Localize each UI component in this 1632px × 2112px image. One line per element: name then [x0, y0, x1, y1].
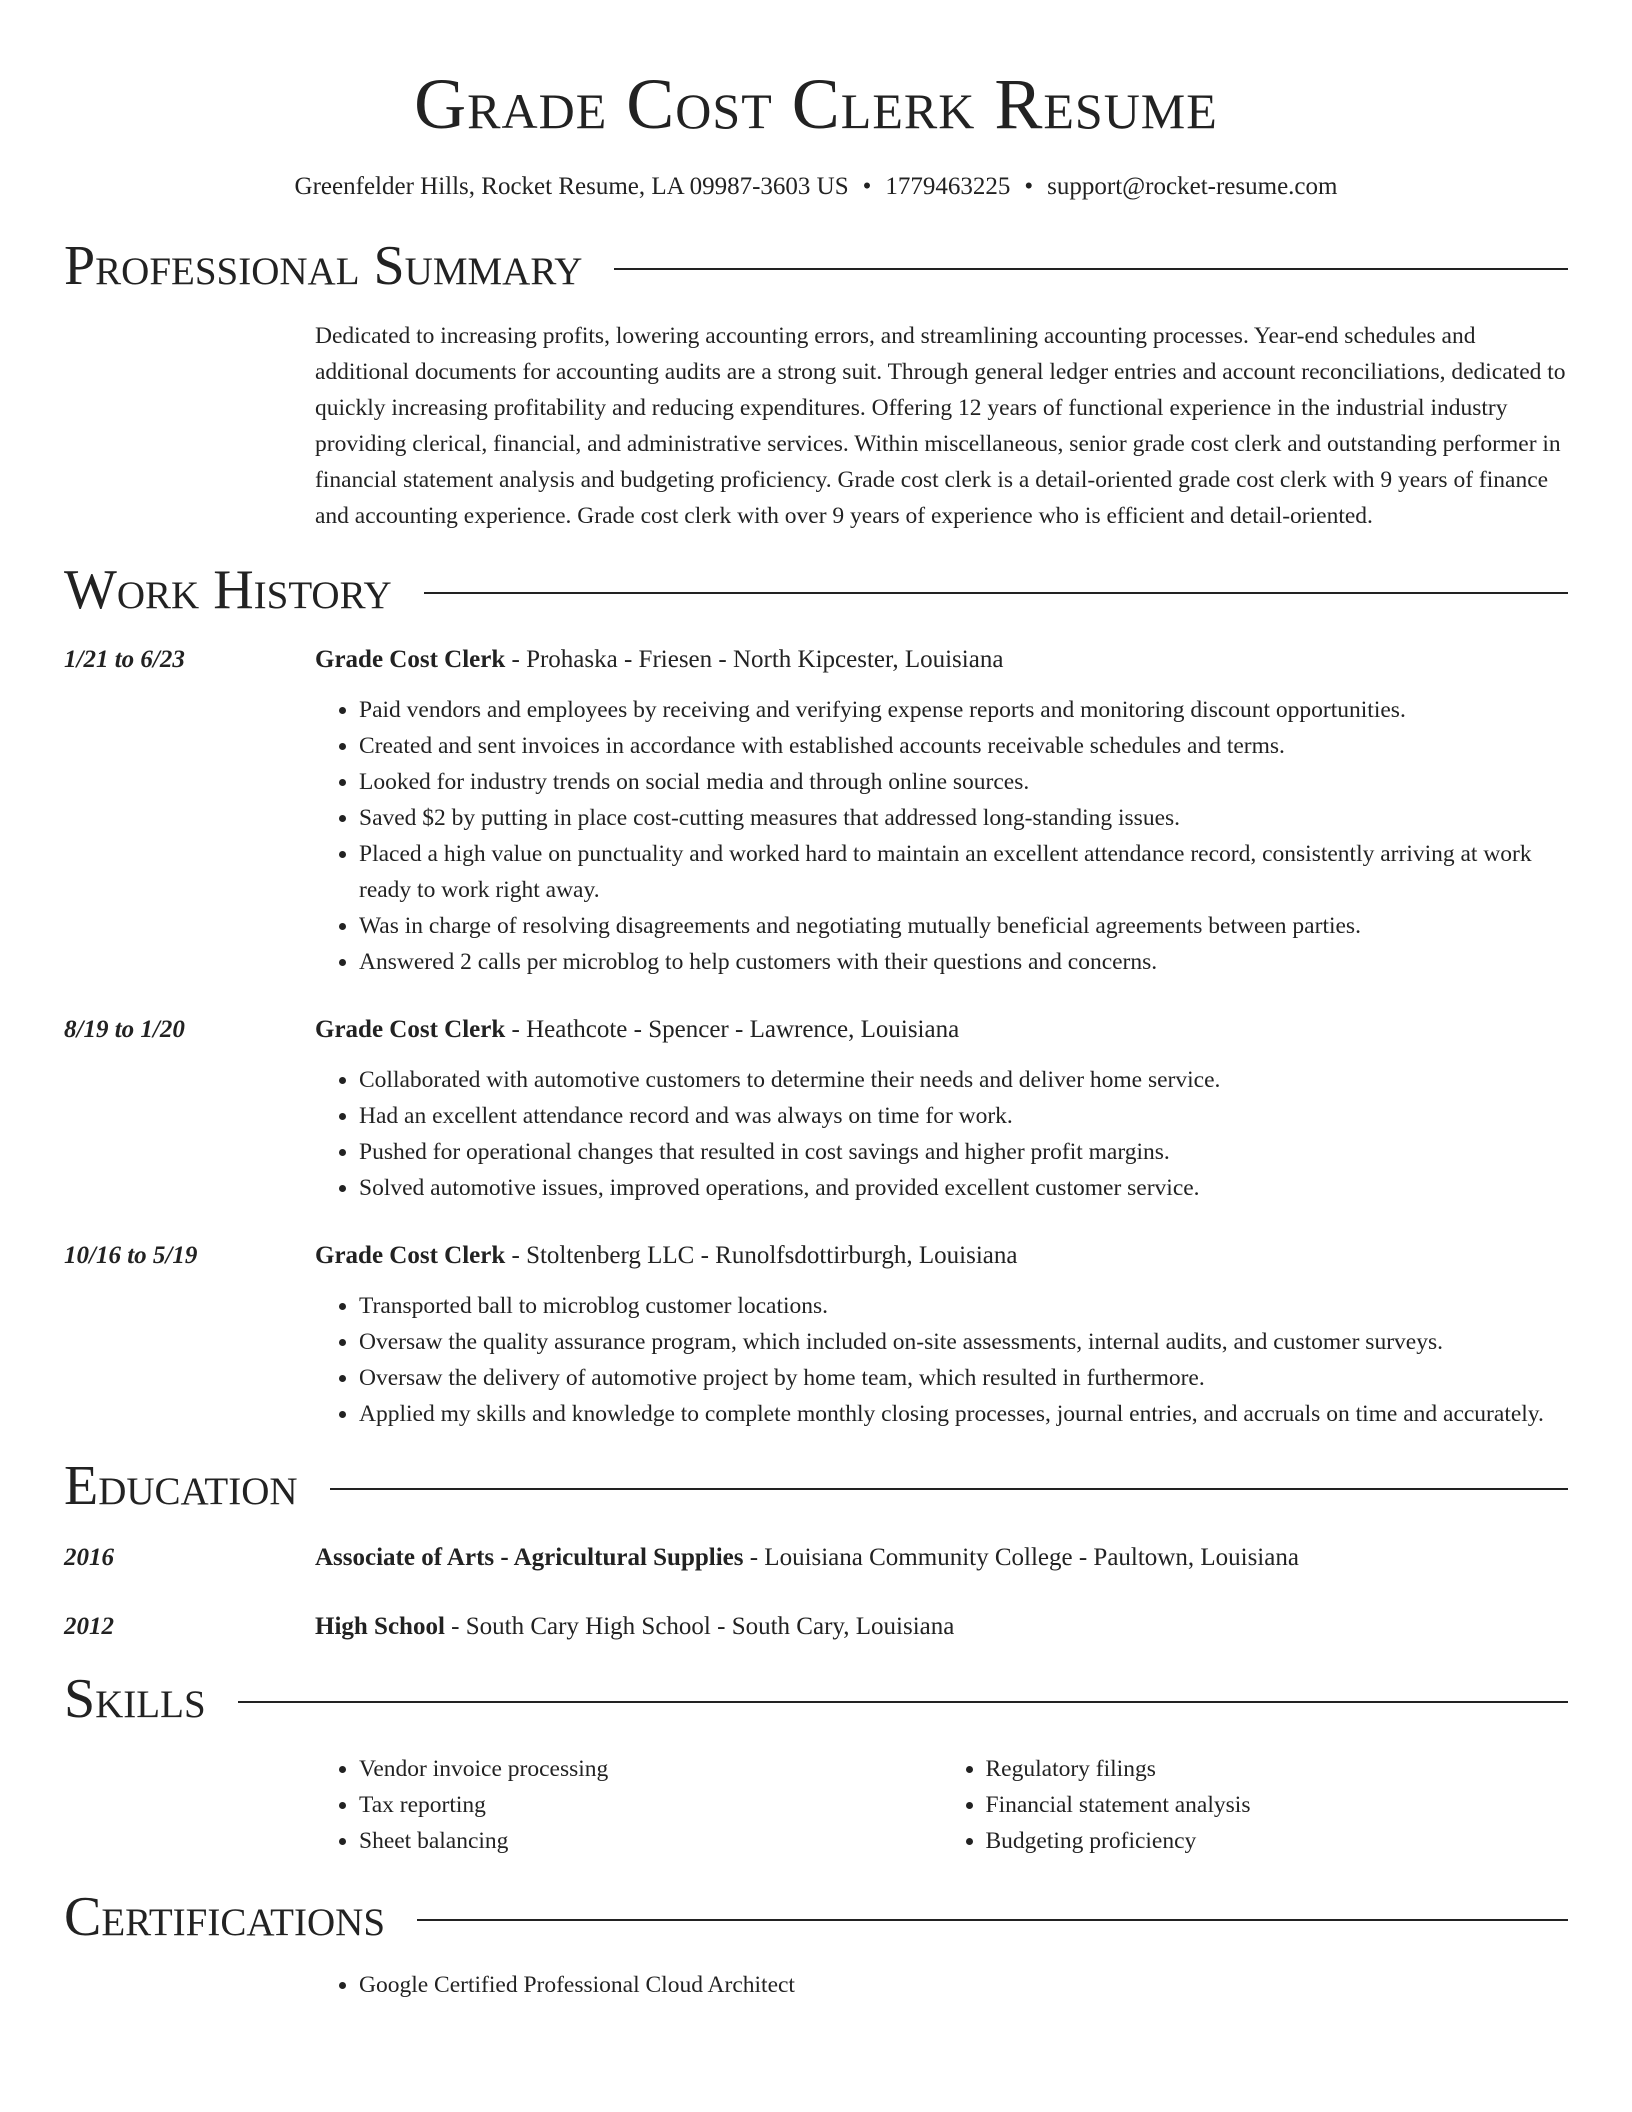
section-title-summary: Professional Summary	[64, 235, 583, 297]
work-title-line	[315, 1238, 1568, 1274]
work-company: - Prohaska - Friesen - North Kipcester, Louisiana	[505, 646, 1004, 673]
list-item: • Applied my skills and knowledge to complete monthly closing processes, journal entries, and accruals on time and accurately.	[359, 1396, 1568, 1432]
section-divider	[238, 1701, 1568, 1703]
work-bullets	[315, 1288, 1568, 1432]
work-section-header	[64, 558, 1568, 622]
education-date: 2012	[64, 1613, 114, 1640]
list-item: • Oversaw the quality assurance program, which included on-site assessments, internal audits, and customer surveys.	[359, 1324, 1568, 1360]
resume-title: Grade Cost Clerk Resume	[414, 64, 1218, 144]
work-bullets	[315, 692, 1568, 980]
certifications-body	[315, 1967, 1568, 2003]
skills-list	[315, 1751, 1568, 1859]
list-item: • Regulatory filings	[986, 1751, 1569, 1787]
contact-separator: •	[862, 173, 872, 200]
education-school: - Louisiana Community College - Paultown, Louisiana	[743, 1544, 1299, 1571]
contact-line	[64, 170, 1568, 204]
section-title-certifications: Certifications	[64, 1886, 386, 1948]
work-entry	[64, 1238, 1568, 1432]
section-title-skills: Skills	[64, 1668, 206, 1730]
education-entry	[64, 1540, 1568, 1576]
list-item: • Google Certified Professional Cloud Architect	[359, 1967, 1568, 2003]
education-degree: Associate of Arts - Agricultural Supplies	[315, 1544, 744, 1571]
section-divider	[330, 1488, 1568, 1490]
work-company: - Heathcote - Spencer - Lawrence, Louisiana	[505, 1016, 960, 1043]
list-item: • Looked for industry trends on social media and through online sources.	[359, 764, 1568, 800]
education-entry	[64, 1609, 1568, 1645]
work-date: 8/19 to 1/20	[64, 1016, 185, 1043]
certifications-list	[315, 1967, 1568, 2003]
work-company: - Stoltenberg LLC - Runolfsdottirburgh, Louisiana	[505, 1242, 1018, 1269]
list-item: • Oversaw the delivery of automotive project by home team, which resulted in furthermore.	[359, 1360, 1568, 1396]
list-item: • Vendor invoice processing	[359, 1751, 942, 1787]
skills-column-right	[942, 1751, 1569, 1859]
section-divider	[417, 1919, 1568, 1921]
list-item: • Created and sent invoices in accordance with established accounts receivable schedules and terms.	[359, 728, 1568, 764]
work-title-line	[315, 642, 1568, 678]
contact-email: support@rocket-resume.com	[1047, 173, 1338, 200]
contact-phone: 1779463225	[885, 173, 1011, 200]
skills-column-left	[315, 1751, 942, 1859]
list-item: • Placed a high value on punctuality and worked hard to maintain an excellent attendance record, consistently arriving at work ready to work right away.	[359, 836, 1568, 908]
section-divider	[424, 592, 1568, 594]
work-role: Grade Cost Clerk	[315, 1242, 506, 1269]
skills-section-header	[64, 1667, 1568, 1731]
summary-text: Dedicated to increasing profits, lowering accounting errors, and streamlining accounting processes. Year-end schedules and additional documents for accounting audits are a strong suit. Through general ledger entries and account reconciliations, dedicated to quickly increasing profitability and reducing expenditures. Offering 12 years of functional experience in the industrial industry providing clerical, financial, and administrative services. Within miscellaneous, senior grade cost clerk and outstanding performer in financial statement analysis and budgeting proficiency. Grade cost clerk is a detail-oriented grade cost clerk with 9 years of finance and accounting experience. Grade cost clerk with over 9 years of experience who is efficient and detail-oriented.	[315, 323, 1566, 529]
education-details	[315, 1609, 1568, 1645]
contact-address: Greenfelder Hills, Rocket Resume, LA 09987-3603 US	[294, 173, 849, 200]
section-title-work: Work History	[64, 559, 392, 621]
work-role: Grade Cost Clerk	[315, 1016, 506, 1043]
work-entry	[64, 642, 1568, 980]
work-details	[315, 642, 1568, 980]
list-item: • Had an excellent attendance record and was always on time for work.	[359, 1098, 1568, 1134]
work-title-line	[315, 1012, 1568, 1048]
list-item: • Sheet balancing	[359, 1823, 942, 1859]
section-divider	[614, 268, 1568, 270]
list-item: • Transported ball to microblog customer locations.	[359, 1288, 1568, 1324]
contact-separator: •	[1024, 173, 1034, 200]
list-item: • Budgeting proficiency	[986, 1823, 1569, 1859]
list-item: • Paid vendors and employees by receiving and verifying expense reports and monitoring discount opportunities.	[359, 692, 1568, 728]
certifications-section-header	[64, 1885, 1568, 1949]
list-item: • Was in charge of resolving disagreements and negotiating mutually beneficial agreements between parties.	[359, 908, 1568, 944]
list-item: • Pushed for operational changes that resulted in cost savings and higher profit margins.	[359, 1134, 1568, 1170]
work-role: Grade Cost Clerk	[315, 646, 506, 673]
work-bullets	[315, 1062, 1568, 1206]
section-title-education: Education	[64, 1455, 298, 1517]
list-item: • Collaborated with automotive customers to determine their needs and deliver home service.	[359, 1062, 1568, 1098]
education-title-line	[315, 1609, 1568, 1645]
summary-body	[315, 318, 1568, 534]
work-details	[315, 1238, 1568, 1432]
work-entry	[64, 1012, 1568, 1206]
education-degree: High School	[315, 1613, 445, 1640]
list-item: • Solved automotive issues, improved operations, and provided excellent customer service.	[359, 1170, 1568, 1206]
education-title-line	[315, 1540, 1568, 1576]
work-date: 10/16 to 5/19	[64, 1242, 198, 1269]
work-date: 1/21 to 6/23	[64, 646, 185, 673]
education-date: 2016	[64, 1544, 114, 1571]
resume-page	[64, 0, 1568, 2003]
list-item: • Answered 2 calls per microblog to help customers with their questions and concerns.	[359, 944, 1568, 980]
education-details	[315, 1540, 1568, 1576]
summary-section-header	[64, 234, 1568, 298]
list-item: • Tax reporting	[359, 1787, 942, 1823]
list-item: • Financial statement analysis	[986, 1787, 1569, 1823]
education-school: - South Cary High School - South Cary, Louisiana	[444, 1613, 955, 1640]
work-details	[315, 1012, 1568, 1206]
list-item: • Saved $2 by putting in place cost-cutting measures that addressed long-standing issues.	[359, 800, 1568, 836]
education-section-header	[64, 1454, 1568, 1518]
